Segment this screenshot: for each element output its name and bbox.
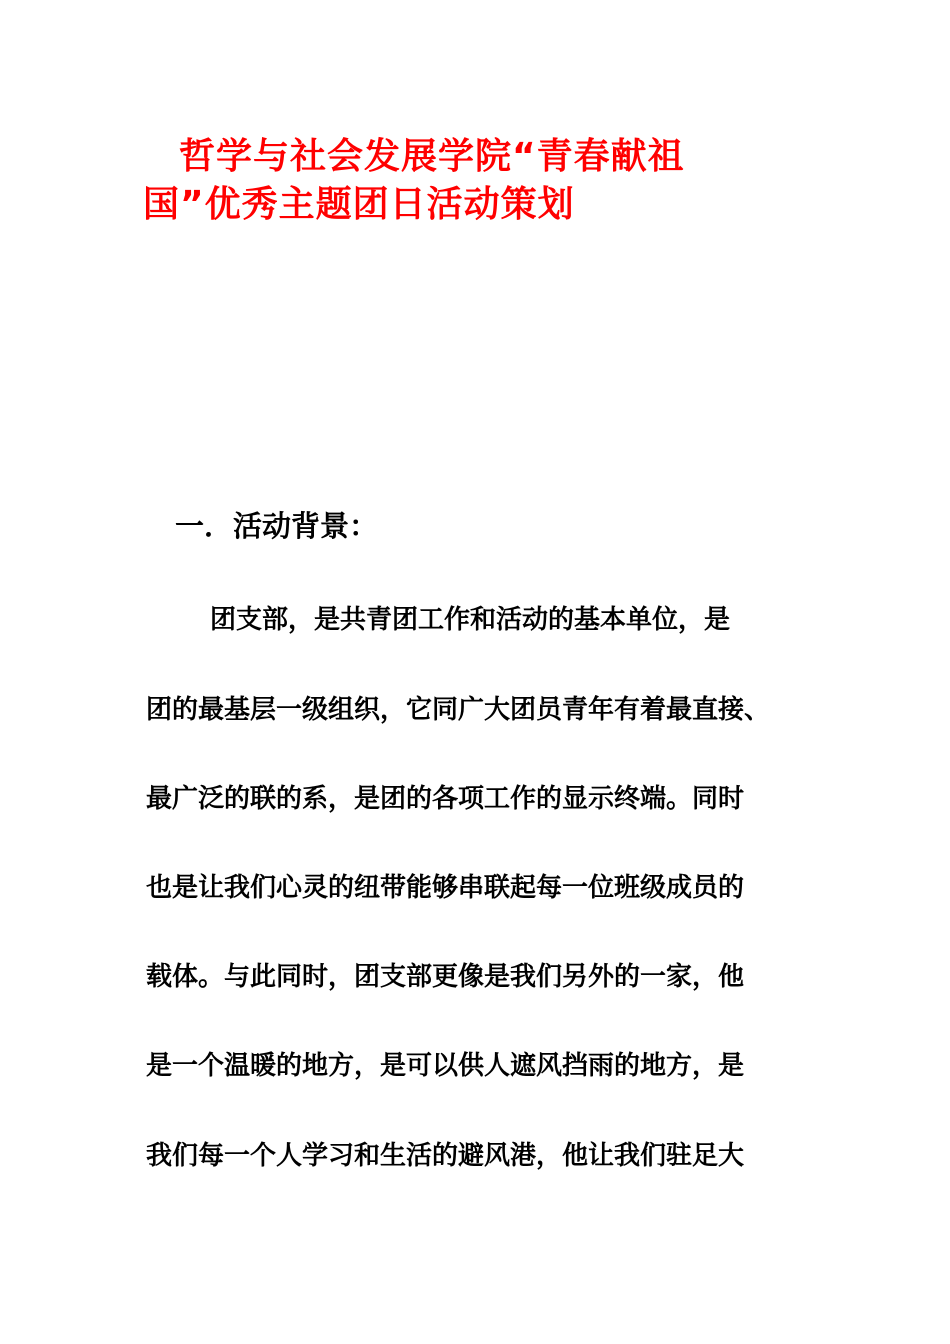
paragraph-line-6: 是一个温暖的地方，是可以供人遮风挡雨的地方，是 bbox=[146, 1051, 745, 1081]
paragraph-line-4: 也是让我们心灵的纽带能够串联起每一位班级成员的 bbox=[146, 873, 745, 903]
paragraph-line-2: 团的最基层一级组织，它同广大团员青年有着最直接、 bbox=[146, 695, 771, 725]
paragraph-line-1: 团支部，是共青团工作和活动的基本单位，是 bbox=[210, 605, 731, 635]
paragraph-line-3: 最广泛的联的系，是团的各项工作的显示终端。同时 bbox=[146, 784, 745, 814]
section-heading-background: 一．活动背景： bbox=[175, 509, 379, 543]
title-line-1: 哲学与社会发展学院“青春献祖 bbox=[179, 136, 685, 177]
paragraph-line-7: 我们每一个人学习和生活的避风港，他让我们驻足大 bbox=[146, 1141, 745, 1171]
document-title bbox=[143, 133, 813, 229]
title-line-2: 国”优秀主题团日活动策划 bbox=[143, 184, 575, 225]
paragraph-line-5: 载体。与此同时，团支部更像是我们另外的一家，他 bbox=[146, 962, 745, 992]
